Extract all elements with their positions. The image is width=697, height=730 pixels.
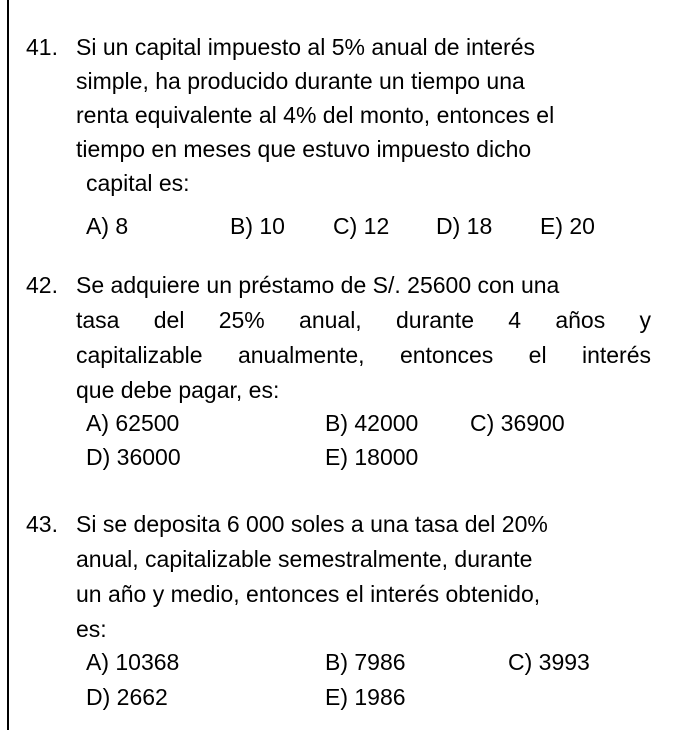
option-a: A) 8	[86, 213, 129, 239]
question-text-line: un año y medio, entonces el interés obtenido,	[76, 581, 541, 607]
option-c: C) 3993	[508, 649, 590, 675]
option-d: D) 18	[436, 213, 493, 239]
question-text-line: capital es:	[86, 170, 190, 196]
option-e: E) 20	[540, 213, 595, 239]
option-a: A) 10368	[86, 649, 180, 675]
option-c: C) 12	[333, 213, 390, 239]
question-number: 41.	[26, 34, 58, 60]
question-42	[26, 270, 656, 410]
question-text-line: capitalizable anualmente, entonces el interés	[76, 342, 651, 368]
left-border-line	[7, 0, 9, 730]
option-a: A) 62500	[86, 410, 180, 436]
question-number: 43.	[26, 511, 58, 537]
option-e: E) 18000	[325, 444, 419, 470]
question-text-line: que debe pagar, es:	[76, 377, 280, 403]
question-text-line: anual, capitalizable semestralmente, durante	[76, 546, 533, 572]
question-43	[26, 509, 656, 649]
option-d: D) 36000	[86, 444, 181, 470]
option-c: C) 36900	[470, 410, 565, 436]
option-d: D) 2662	[86, 684, 168, 710]
question-text-line: Si se deposita 6 000 soles a una tasa del 20%	[76, 511, 548, 537]
question-text-line: es:	[76, 616, 107, 642]
option-e: E) 1986	[325, 684, 406, 710]
question-text-line: Se adquiere un préstamo de S/. 25600 con una	[76, 272, 560, 298]
question-text-line: renta equivalente al 4% del monto, entonces el	[76, 102, 555, 128]
question-text-line: tiempo en meses que estuvo impuesto dicho	[76, 136, 532, 162]
question-text-line: simple, ha producido durante un tiempo una	[76, 68, 525, 94]
question-text-line: tasa del 25% anual, durante 4 años y	[76, 307, 651, 333]
option-b: B) 42000	[325, 410, 419, 436]
question-text-line: Si un capital impuesto al 5% anual de interés	[76, 34, 536, 60]
option-b: B) 10	[230, 213, 285, 239]
option-b: B) 7986	[325, 649, 406, 675]
question-number: 42.	[26, 272, 58, 298]
